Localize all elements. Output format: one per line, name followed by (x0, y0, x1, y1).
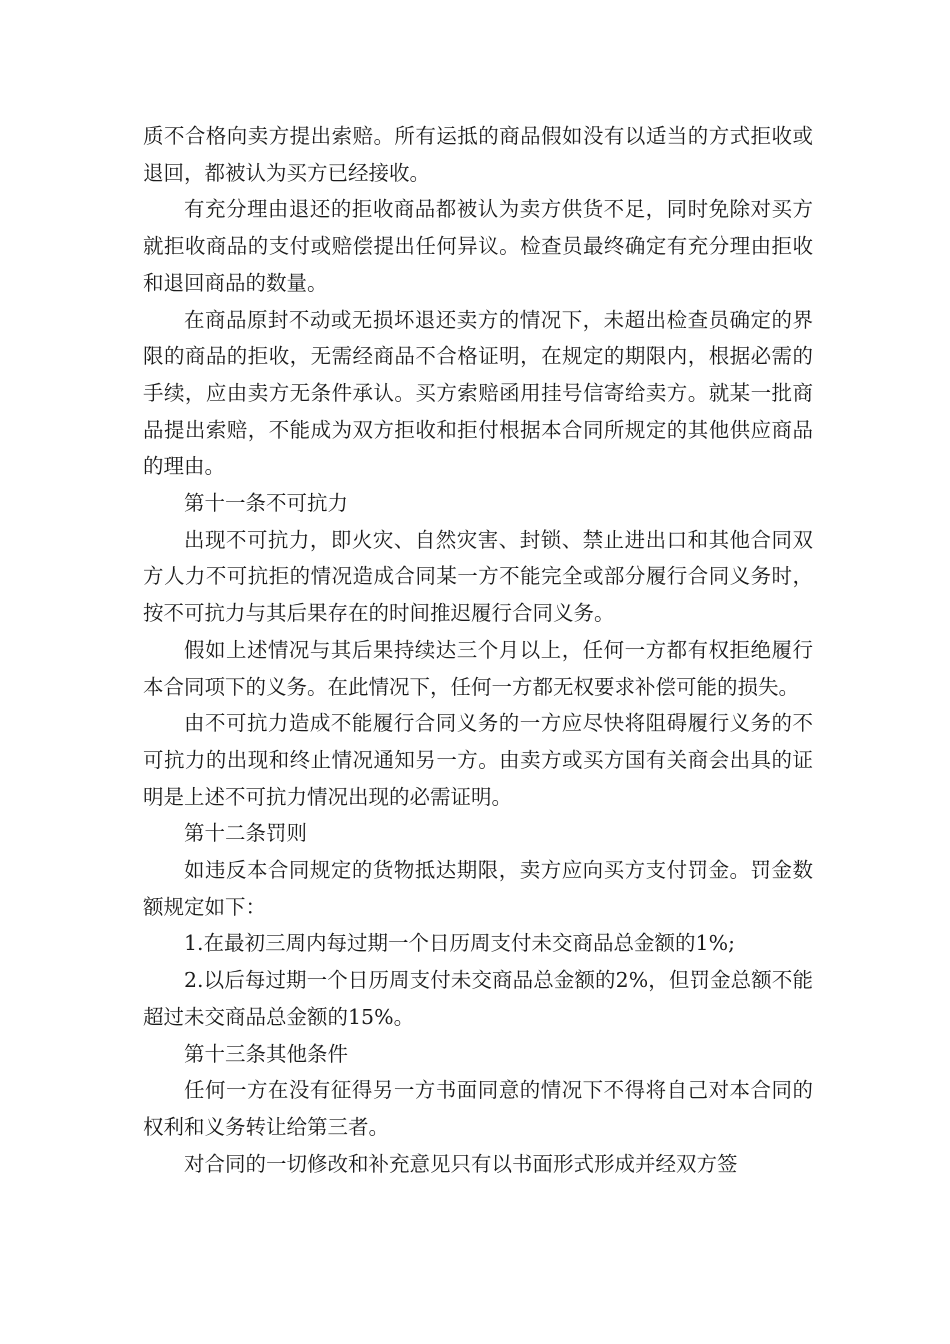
paragraph: 在商品原封不动或无损坏退还卖方的情况下，未超出检查员确定的界限的商品的拒收，无需经商品不合格证明，在规定的期限内，根据必需的手续，应由卖方无条件承认。买方索赔函用挂号信寄给卖方。就某一批商品提出索赔，不能成为双方拒收和拒付根据本合同所规定的其他供应商品的理由。 (143, 307, 813, 479)
paragraph: 假如上述情况与其后果持续达三个月以上，任何一方都有权拒绝履行本合同项下的义务。在此情况下，任何一方都无权要求补偿可能的损失。 (143, 637, 813, 699)
list-item-penalty-1: 1.在最初三周内每过期一个日历周支付未交商品总金额的1%; (184, 931, 735, 956)
paragraph: 如违反本合同规定的货物抵达期限，卖方应向买方支付罚金。罚金数额规定如下： (143, 858, 813, 919)
section-heading-article-13: 第十三条其他条件 (184, 1041, 348, 1066)
paragraph-truncated: 对合同的一切修改和补充意见只有以书面形式形成并经双方签 (184, 1151, 738, 1176)
list-item-penalty-2: 2.以后每过期一个日历周支付未交商品总金额的2%，但罚金总额不能超过未交商品总金额的15%。 (143, 968, 813, 1029)
document-body (143, 118, 813, 1182)
paragraph: 任何一方在没有征得另一方书面同意的情况下不得将自己对本合同的权利和义务转让给第三者。 (143, 1078, 813, 1139)
paragraph: 有充分理由退还的拒收商品都被认为卖方供货不足，同时免除对买方就拒收商品的支付或赔偿提出任何异议。检查员最终确定有充分理由拒收和退回商品的数量。 (143, 197, 813, 295)
section-heading-article-12: 第十二条罚则 (184, 821, 307, 846)
paragraph: 由不可抗力造成不能履行合同义务的一方应尽快将阻碍履行义务的不可抗力的出现和终止情况通知另一方。由卖方或买方国有关商会出具的证明是上述不可抗力情况出现的必需证明。 (143, 711, 813, 809)
section-heading-article-11: 第十一条不可抗力 (184, 491, 348, 516)
paragraph: 出现不可抗力，即火灾、自然灾害、封锁、禁止进出口和其他合同双方人力不可抗拒的情况造成合同某一方不能完全或部分履行合同义务时，按不可抗力与其后果存在的时间推迟履行合同义务。 (143, 527, 813, 626)
paragraph-continuation: 质不合格向卖方提出索赔。所有运抵的商品假如没有以适当的方式拒收或退回，都被认为买方已经接收。 (143, 124, 813, 185)
